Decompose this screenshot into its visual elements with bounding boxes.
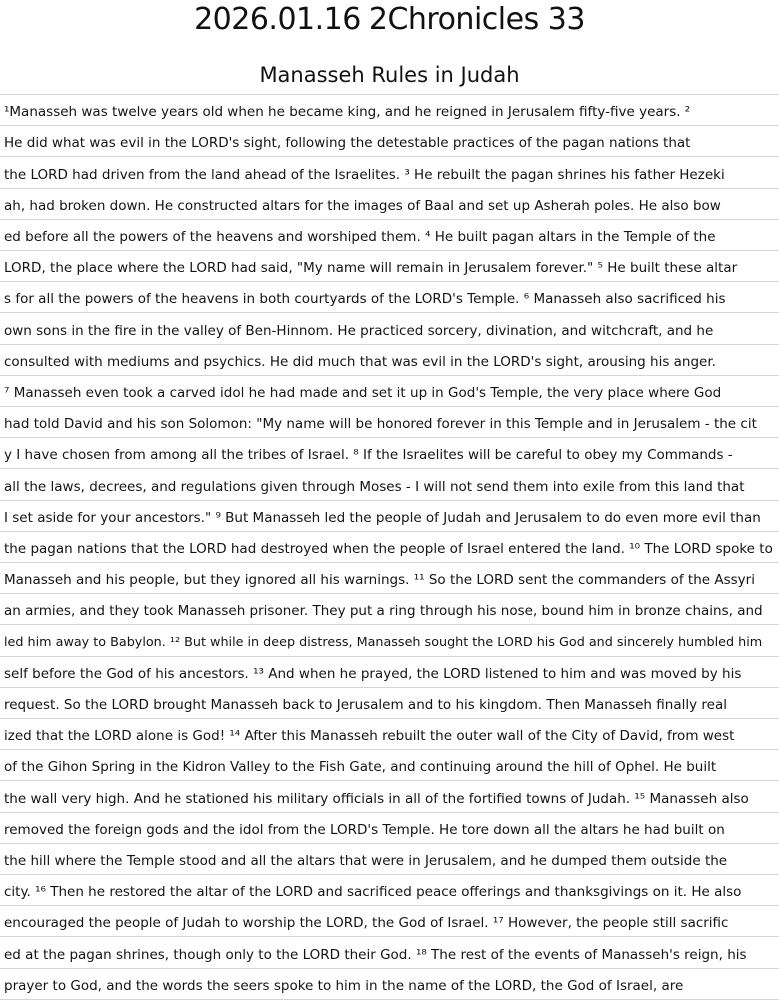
ruled-line (0, 406, 779, 407)
ruled-line (0, 125, 779, 126)
text-line: ah, had broken down. He constructed altars for the images of Baal and set up Asherah poles. He also bow (4, 198, 721, 214)
ruled-line (0, 94, 779, 95)
ruled-line (0, 656, 779, 657)
text-line: I set aside for your ancestors." ⁹ But Manasseh led the people of Judah and Jerusalem to do even more evil than (4, 510, 761, 526)
text-line: an armies, and they took Manasseh prisoner. They put a ring through his nose, bound him in bronze chains, and (4, 603, 763, 619)
text-line: all the laws, decrees, and regulations given through Moses - I will not send them into exile from this land that (4, 479, 745, 495)
chapter-reference: 2Chronicles 33 (368, 2, 585, 37)
text-line: led him away to Babylon. ¹² But while in deep distress, Manasseh sought the LORD his God and sincerely humbled him (4, 635, 763, 650)
text-line: Manasseh and his people, but they ignored all his warnings. ¹¹ So the LORD sent the commanders of the Assyri (4, 572, 755, 588)
text-line: of the Gihon Spring in the Kidron Valley to the Fish Gate, and continuing around the hill of Ophel. He built (4, 759, 717, 775)
ruled-line (0, 968, 779, 969)
text-line: the pagan nations that the LORD had destroyed when the people of Israel entered the land. ¹⁰ The LORD spoke to (4, 541, 773, 557)
ruled-line (0, 312, 779, 313)
ruled-line (0, 812, 779, 813)
ruled-line (0, 250, 779, 251)
section-title: Manasseh Rules in Judah (259, 63, 520, 87)
text-line: s for all the powers of the heavens in both courtyards of the LORD's Temple. ⁶ Manasseh also sacrificed his (4, 291, 726, 307)
text-line: y I have chosen from among all the tribes of Israel. ⁸ If the Israelites will be careful to obey my Commands - (4, 447, 733, 463)
text-line: had told David and his son Solomon: "My name will be honored forever in this Temple and in Jerusalem - the cit (4, 416, 757, 432)
text-line: the wall very high. And he stationed his military officials in all of the fortified towns of Judah. ¹⁵ Manasseh also (4, 791, 749, 807)
text-line: ed before all the powers of the heavens and worshiped them. ⁴ He built pagan altars in the Temple of the (4, 229, 716, 245)
ruled-line (0, 281, 779, 282)
text-line: ¹Manasseh was twelve years old when he became king, and he reigned in Jerusalem fifty-five years. ² (4, 104, 691, 120)
text-line: own sons in the fire in the valley of Ben-Hinnom. He practiced sorcery, divination, and witchcraft, and he (4, 323, 714, 339)
ruled-line (0, 188, 779, 189)
ruled-line (0, 593, 779, 594)
ruled-line (0, 375, 779, 376)
text-line: LORD, the place where the LORD had said, "My name will remain in Jerusalem forever." ⁵ He built these altar (4, 260, 738, 276)
ruled-line (0, 219, 779, 220)
text-line: prayer to God, and the words the seers spoke to him in the name of the LORD, the God of Israel, are (4, 978, 684, 994)
ruled-line (0, 843, 779, 844)
ruled-line (0, 624, 779, 625)
text-line: request. So the LORD brought Manasseh back to Jerusalem and to his kingdom. Then Manasseh finally real (4, 697, 727, 713)
text-line: city. ¹⁶ Then he restored the altar of the LORD and sacrificed peace offerings and thanksgivings on it. He also (4, 884, 742, 900)
text-line: the hill where the Temple stood and all the altars that were in Jerusalem, and he dumped them outside the (4, 853, 728, 869)
text-line: consulted with mediums and psychics. He did much that was evil in the LORD's sight, arousing his anger. (4, 354, 716, 370)
text-line: the LORD had driven from the land ahead of the Israelites. ³ He rebuilt the pagan shrines his father Hezeki (4, 167, 725, 183)
ruled-line (0, 905, 779, 906)
ruled-line (0, 749, 779, 750)
text-line: encouraged the people of Judah to worship the LORD, the God of Israel. ¹⁷ However, the people still sacrific (4, 915, 729, 931)
ruled-line (0, 687, 779, 688)
ruled-line (0, 718, 779, 719)
entry-date: 2026.01.16 (194, 2, 361, 37)
ruled-line (0, 999, 779, 1000)
ruled-line (0, 344, 779, 345)
ruled-line (0, 437, 779, 438)
ruled-line (0, 156, 779, 157)
text-line: ized that the LORD alone is God! ¹⁴ After this Manasseh rebuilt the outer wall of the City of David, from west (4, 728, 735, 744)
text-line: ed at the pagan shrines, though only to the LORD their God. ¹⁸ The rest of the events of Manasseh's reign, his (4, 947, 747, 963)
ruled-line (0, 468, 779, 469)
text-line: ⁷ Manasseh even took a carved idol he had made and set it up in God's Temple, the very place where God (4, 385, 722, 401)
ruled-line (0, 562, 779, 563)
ruled-line (0, 874, 779, 875)
text-line: removed the foreign gods and the idol from the LORD's Temple. He tore down all the altars he had built on (4, 822, 725, 838)
text-line: He did what was evil in the LORD's sight, following the detestable practices of the pagan nations that (4, 135, 691, 151)
ruled-line (0, 780, 779, 781)
page-heading (0, 2, 779, 38)
ruled-line (0, 531, 779, 532)
ruled-line (0, 936, 779, 937)
ruled-line (0, 500, 779, 501)
text-line: self before the God of his ancestors. ¹³ And when he prayed, the LORD listened to him and was moved by his (4, 666, 742, 682)
